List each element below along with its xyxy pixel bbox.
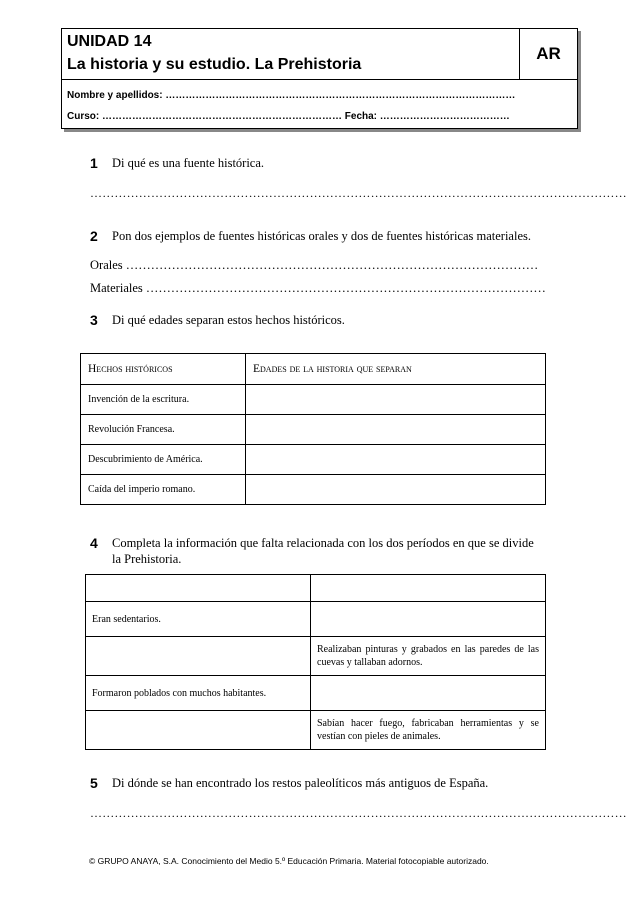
question-text: Completa la información que falta relacionada con los dos períodos en que se divide la Prehistoria. — [112, 536, 534, 566]
question-5 — [90, 775, 488, 791]
worksheet-header — [61, 28, 578, 129]
question-text: Di qué edades separan estos hechos históricos. — [112, 313, 345, 327]
table-row — [86, 676, 546, 711]
ages-table — [80, 353, 546, 505]
question-number: 1 — [90, 155, 98, 171]
answer-cell[interactable] — [246, 415, 546, 445]
fact-cell: Caída del imperio romano. — [81, 475, 246, 505]
period-2-cell[interactable] — [311, 676, 546, 711]
fact-cell: Invención de la escritura. — [81, 385, 246, 415]
header-period-1[interactable] — [86, 575, 311, 602]
answer-cell[interactable] — [246, 385, 546, 415]
table-row — [86, 711, 546, 750]
fact-cell: Descubrimiento de América. — [81, 445, 246, 475]
period-1-cell: Formaron poblados con muchos habitantes. — [86, 676, 311, 711]
table-row — [86, 602, 546, 637]
unit-title: UNIDAD 14 — [67, 33, 152, 50]
answer-line-materiales[interactable]: Materiales …………………………………………………………………………………… — [90, 281, 546, 295]
answer-cell[interactable] — [246, 475, 546, 505]
footer-copyright: © GRUPO ANAYA, S.A. Conocimiento del Medio 5.º Educación Primaria. Material fotocopiable autorizado. — [89, 856, 489, 866]
header-hechos: Hechos históricos — [81, 354, 246, 385]
answer-line-q5[interactable]: …………………………………………………………………………………………………………………… — [90, 806, 627, 820]
table-row — [86, 637, 546, 676]
answer-line-orales[interactable]: Orales ……………………………………………………………………………………… — [90, 258, 539, 272]
table-row — [81, 385, 546, 415]
question-number: 3 — [90, 312, 98, 328]
question-number: 2 — [90, 228, 98, 244]
question-3 — [90, 312, 345, 328]
course-date-field[interactable]: Curso: ……………………………………………………………… Fecha: ………………………………… — [67, 111, 510, 122]
period-1-cell[interactable] — [86, 711, 311, 750]
period-2-cell: Realizaban pinturas y grabados en las paredes de las cuevas y tallaban adornos. — [311, 637, 546, 676]
table-header-row — [81, 354, 546, 385]
title-area — [62, 29, 520, 80]
period-1-cell[interactable] — [86, 637, 311, 676]
period-1-cell: Eran sedentarios. — [86, 602, 311, 637]
answer-line-q1[interactable]: …………………………………………………………………………………………………………………… — [90, 186, 627, 200]
level-code: AR — [520, 29, 577, 80]
table-header-row — [86, 575, 546, 602]
prehistory-table — [85, 574, 546, 750]
name-field[interactable]: Nombre y apellidos: …………………………………………………………………………………………… — [67, 90, 516, 101]
question-4 — [90, 535, 535, 567]
question-number: 4 — [90, 535, 98, 551]
question-text: Di qué es una fuente histórica. — [112, 156, 265, 170]
question-1 — [90, 155, 264, 171]
question-text: Pon dos ejemplos de fuentes históricas orales y dos de fuentes históricas materiales. — [112, 229, 531, 243]
fact-cell: Revolución Francesa. — [81, 415, 246, 445]
table-row — [81, 445, 546, 475]
question-text: Di dónde se han encontrado los restos paleolíticos más antiguos de España. — [112, 776, 489, 790]
table-row — [81, 415, 546, 445]
table-row — [81, 475, 546, 505]
period-2-cell[interactable] — [311, 602, 546, 637]
period-2-cell: Sabían hacer fuego, fabricaban herramientas y se vestían con pieles de animales. — [311, 711, 546, 750]
unit-subtitle: La historia y su estudio. La Prehistoria — [67, 56, 362, 73]
answer-cell[interactable] — [246, 445, 546, 475]
question-number: 5 — [90, 775, 98, 791]
question-2 — [90, 228, 531, 244]
header-period-2[interactable] — [311, 575, 546, 602]
header-edades: Edades de la historia que separan — [246, 354, 546, 385]
